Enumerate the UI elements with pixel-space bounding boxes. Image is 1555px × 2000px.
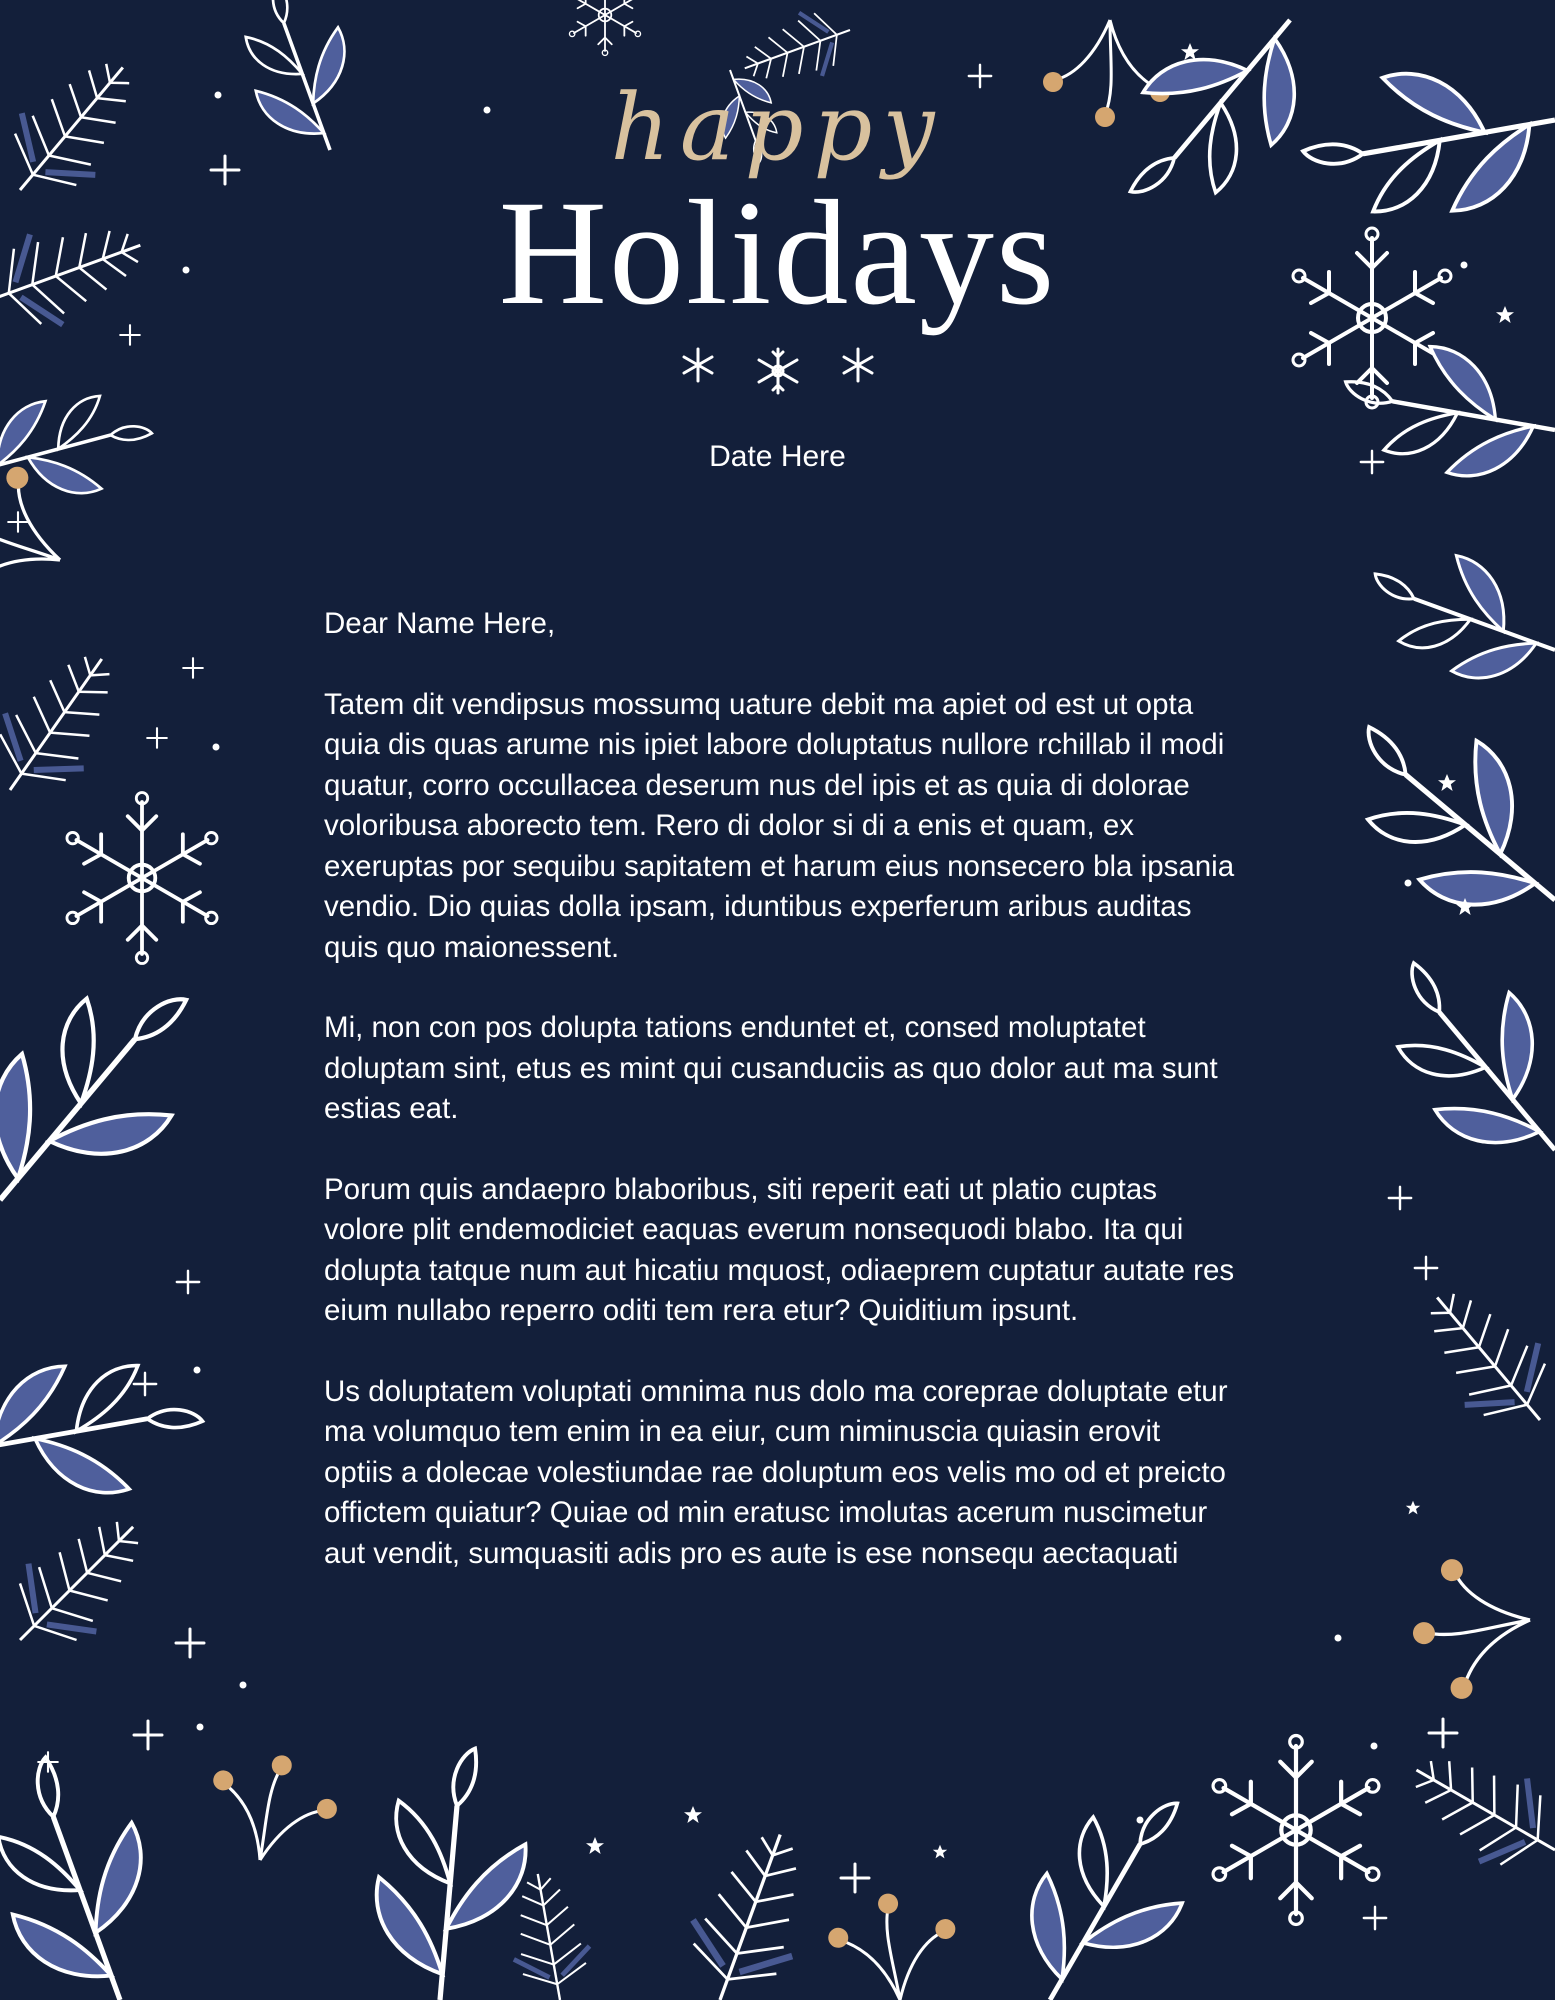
berry-icon — [1401, 1547, 1541, 1705]
page-title: Holidays — [498, 170, 1057, 336]
greeting: Dear Name Here, — [324, 607, 556, 640]
letter-paragraph: Porum quis andaepro blaboribus, siti reperit eati ut platio cuptas volore plit endemodiciet eaquas everum nonsequodi blabo. Ita qui dolupta tatque num aut hicatiu mquost, odiaeprem cuptatur autate res eium nullabo reperro oditi tem rera etur? Quiditium ipsunt. — [324, 1172, 1235, 1327]
snowflake-icon — [67, 793, 217, 964]
letter-paragraph: Mi, non con pos dolupta tations enduntet et, consed moluptatet doluptam sint, etus es mint qui cusanduciis as quo dolor aut ma sunt estias eat. — [324, 1011, 1218, 1125]
leaf-icon — [1314, 682, 1555, 956]
snowflake-icon — [752, 345, 804, 397]
letter-paragraph: Tatem dit vendipsus mossumq uature debit ma apiet od est ut opta quia dis quas arume nis ipiet labore doluptatus nullore rchillab il modi quatur, corro occullacea deserum nus del ipis et as quia di dolorae voloribusa aborecto tem. Rero di dolor si di a enis et quam, ex exeruptas por sequibu sapitatem et harum eius nonsecero bla ipsania vendio. Dio quias dolla ipsam, iduntibus experferum aribus auditas quis quo maionessent. — [324, 687, 1235, 964]
leaf-icon — [0, 631, 141, 817]
leaf-icon — [0, 1493, 167, 1674]
leaf-icon — [1353, 531, 1555, 702]
snowflake-icon — [678, 345, 718, 385]
berry-icon — [822, 1883, 966, 2000]
leaf-icon — [368, 1741, 535, 2000]
header-script-text: happy — [610, 74, 945, 181]
snowflake-row — [0, 345, 1555, 397]
leaf-icon — [992, 1764, 1225, 2000]
leaf-icon — [1392, 1728, 1555, 1891]
leaf-icon — [0, 941, 235, 1250]
snowflake-icon — [569, 0, 640, 55]
leaf-icon — [670, 1817, 829, 2000]
snowflake-icon — [1213, 1736, 1379, 1925]
leaf-icon — [1353, 928, 1555, 1193]
berry-icon — [201, 1744, 345, 1871]
snowflake-icon — [838, 345, 878, 385]
letter-body — [324, 604, 1236, 1614]
leaf-icon — [0, 1343, 212, 1515]
letter-paragraph: Us doluptatem voluptati omnima nus dolo ma coreprae doluptate etur ma volumquo tem enim in ea eiur, cum niminuscia quiasin erovit optiis a dolecae volestiundae rae doluptum eos velis mo od et preicto offictem quiatur? Quiae od min eratusc imolutas acerum nuscimetur aut vendit, sumquasiti adis pro es aute is ese nonsequ aectaquati — [324, 1374, 1228, 1570]
date-line: Date Here — [709, 440, 846, 473]
leaf-icon — [1400, 1267, 1555, 1451]
leaf-icon — [0, 1737, 188, 2000]
